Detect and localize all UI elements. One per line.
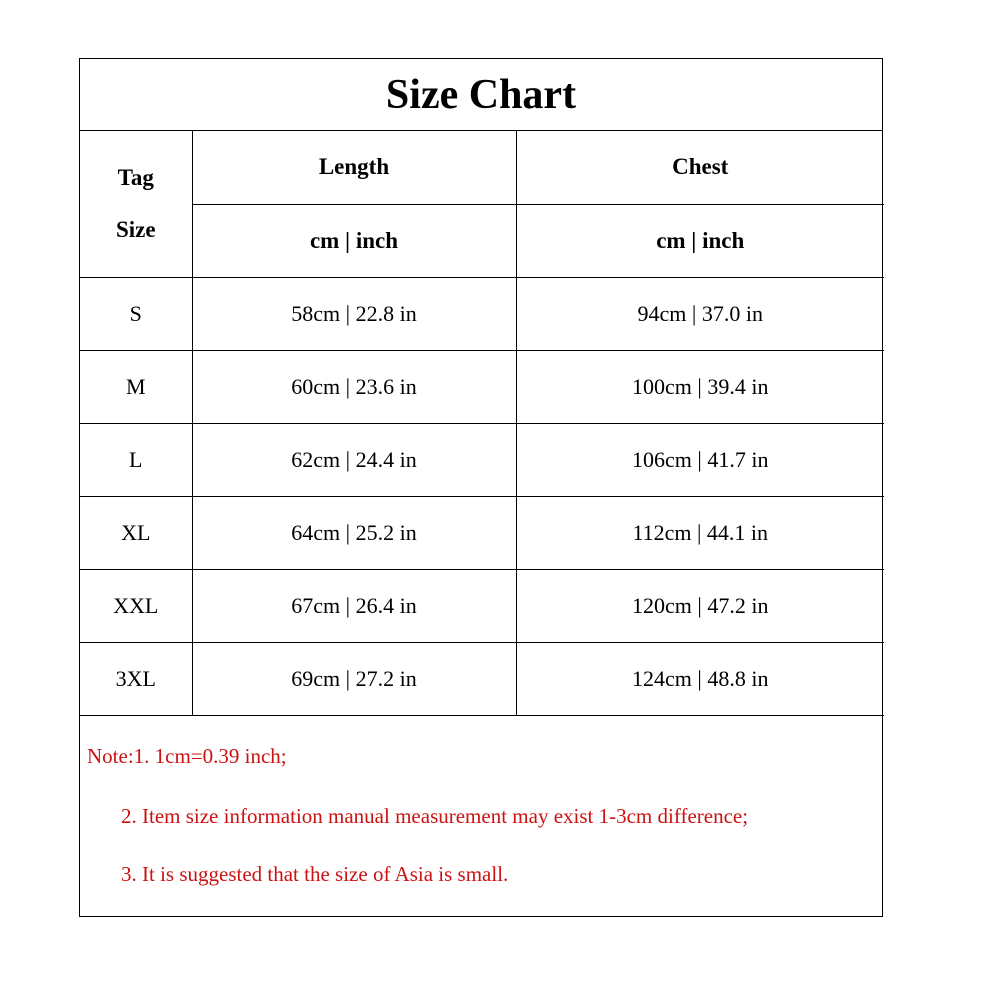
note-line-2: 2. Item size information manual measurement may exist 1-3cm difference; — [121, 804, 749, 828]
table-row — [80, 569, 884, 642]
size-table — [80, 131, 884, 716]
length-cell: 62cm | 24.4 in — [192, 423, 516, 496]
size-cell: L — [80, 423, 192, 496]
size-chart — [79, 58, 883, 917]
length-cell: 60cm | 23.6 in — [192, 350, 516, 423]
chest-cell: 124cm | 48.8 in — [516, 642, 884, 715]
table-row — [80, 496, 884, 569]
size-cell: 3XL — [80, 642, 192, 715]
table-row — [80, 277, 884, 350]
size-cell: XXL — [80, 569, 192, 642]
chart-title: Size Chart — [80, 59, 882, 131]
size-cell: M — [80, 350, 192, 423]
table-row — [80, 423, 884, 496]
chest-header: Chest — [516, 131, 884, 204]
chest-cell: 112cm | 44.1 in — [516, 496, 884, 569]
notes-section — [80, 716, 882, 918]
header-row — [80, 131, 884, 204]
unit-row — [80, 204, 884, 277]
note-line-1: Note:1. 1cm=0.39 inch; — [87, 744, 287, 768]
size-cell: S — [80, 277, 192, 350]
tag-size-header-line2: Size — [115, 216, 156, 242]
chest-cell: 120cm | 47.2 in — [516, 569, 884, 642]
length-cell: 67cm | 26.4 in — [192, 569, 516, 642]
table-row — [80, 642, 884, 715]
chest-cell: 106cm | 41.7 in — [516, 423, 884, 496]
length-cell: 64cm | 25.2 in — [192, 496, 516, 569]
note-line-3: 3. It is suggested that the size of Asia is small. — [121, 862, 509, 886]
chest-cell: 100cm | 39.4 in — [516, 350, 884, 423]
length-header: Length — [192, 131, 516, 204]
tag-size-header-line1: Tag — [117, 164, 154, 190]
tag-size-header — [80, 131, 192, 277]
table-row — [80, 350, 884, 423]
length-cell: 58cm | 22.8 in — [192, 277, 516, 350]
length-unit-header: cm | inch — [192, 204, 516, 277]
size-cell: XL — [80, 496, 192, 569]
length-cell: 69cm | 27.2 in — [192, 642, 516, 715]
chest-unit-header: cm | inch — [516, 204, 884, 277]
chest-cell: 94cm | 37.0 in — [516, 277, 884, 350]
